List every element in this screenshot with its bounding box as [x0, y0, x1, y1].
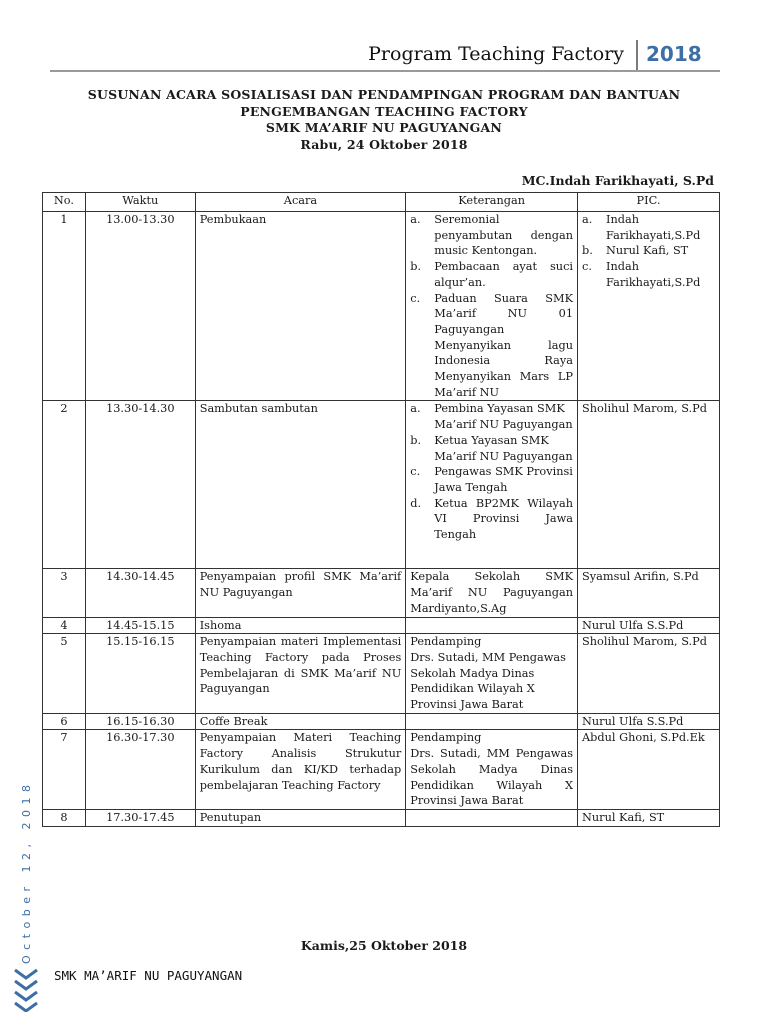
cell-no: 8: [43, 809, 86, 826]
list-item: [582, 212, 715, 243]
list-marker: c.: [410, 291, 421, 305]
list-item: [410, 433, 573, 464]
list-text: Ketua Yayasan SMK Ma’arif NU Paguyangan: [434, 433, 573, 463]
cell-no: 6: [43, 713, 86, 730]
title-line-2: PENGEMBANGAN TEACHING FACTORY: [240, 103, 528, 119]
list-item: [582, 259, 715, 290]
title-date: Rabu, 24 Oktober 2018: [300, 136, 468, 152]
table-row: [43, 809, 720, 826]
cell-pic: Nurul Ulfa S.S.Pd: [578, 713, 720, 730]
header-no: No.: [43, 193, 86, 212]
pendamping-label: Pendamping: [410, 635, 482, 649]
cell-keterangan: [406, 809, 578, 826]
header-divider: [636, 40, 638, 70]
list-item: [410, 401, 573, 432]
cell-waktu: 13.00-13.30: [85, 212, 195, 401]
cell-waktu: 13.30-14.30: [85, 401, 195, 569]
pic-list: [582, 212, 715, 291]
table-header-row: [43, 193, 720, 212]
list-marker: a.: [582, 213, 593, 226]
list-marker: a.: [410, 402, 421, 416]
cell-waktu: 16.15-16.30: [85, 713, 195, 730]
cell-acara: Pembukaan: [195, 212, 406, 401]
keterangan-list: [410, 212, 573, 400]
list-marker: b.: [582, 244, 593, 258]
cell-acara: Penutupan: [195, 809, 406, 826]
list-text: Nurul Kafi, ST: [606, 244, 689, 258]
cell-acara: Penyampaian profil SMK Ma’arif NU Paguyangan: [195, 569, 406, 617]
cell-keterangan: [406, 401, 578, 569]
table-row: [43, 617, 720, 634]
list-text: Pembacaan ayat suci alqur’an.: [434, 260, 574, 289]
pendamping-text: Drs. Sutadi, MM Pengawas Sekolah Madya Dinas Pendidikan Wilayah X Provinsi Jawa Barat: [410, 747, 574, 808]
table-row: [43, 634, 720, 714]
list-text: Pengawas SMK Provinsi Jawa Tengah: [434, 465, 573, 494]
table-row: [43, 730, 720, 810]
list-item: [410, 291, 573, 401]
header-title: Program Teaching Factory: [368, 43, 624, 65]
page-header: [50, 40, 720, 72]
pendamping-text: Drs. Sutadi, MM Pengawas Sekolah Madya Dinas Pendidikan Wilayah X Provinsi Jawa Barat: [410, 650, 566, 712]
list-marker: b.: [410, 433, 422, 447]
cell-pic: Nurul Ulfa S.S.Pd: [578, 617, 720, 634]
list-item: [410, 464, 573, 495]
schedule-table: [42, 192, 720, 827]
cell-pic: Sholihul Marom, S.Pd: [578, 634, 720, 714]
list-text: Pembina Yayasan SMK Ma’arif NU Paguyangan: [434, 402, 573, 432]
cell-acara: Coffe Break: [195, 713, 406, 730]
table-row: [43, 401, 720, 569]
list-text: Paduan Suara SMK Ma’arif NU 01 Paguyangan Menyanyikan lagu Indonesia Raya Menyanyikan Mars LP Ma’arif NU: [434, 291, 574, 399]
list-item: [410, 496, 573, 543]
cell-no: 3: [43, 569, 86, 617]
list-text: Seremonial penyambutan dengan music Kentongan.: [434, 213, 574, 258]
side-date: October 12, 2018: [20, 779, 33, 964]
cell-waktu: 14.30-14.45: [85, 569, 195, 617]
cell-pic: Nurul Kafi, ST: [578, 809, 720, 826]
cell-pic: Sholihul Marom, S.Pd: [578, 401, 720, 569]
cell-acara: Sambutan sambutan: [195, 401, 406, 569]
header-year: 2018: [646, 42, 702, 66]
pendamping-label: Pendamping: [410, 731, 482, 745]
document-titles: [0, 87, 768, 153]
header-keterangan: Keterangan: [406, 193, 578, 212]
cell-waktu: 14.45-15.15: [85, 617, 195, 634]
cell-keterangan: [406, 634, 578, 714]
list-marker: b.: [410, 260, 422, 274]
cell-pic: Abdul Ghoni, S.Pd.Ek: [578, 730, 720, 810]
footer-school-name: SMK MA’ARIF NU PAGUYANGAN: [54, 968, 243, 983]
header-acara: Acara: [195, 193, 406, 212]
cell-no: 1: [43, 212, 86, 401]
list-item: [410, 212, 573, 259]
cell-no: 5: [43, 634, 86, 714]
title-line-3: SMK MA’ARIF NU PAGUYANGAN: [265, 120, 503, 135]
cell-keterangan: [406, 713, 578, 730]
list-marker: a.: [410, 213, 421, 226]
cell-acara: Penyampaian materi Implementasi Teaching Factory pada Proses Pembelajaran di SMK Ma’arif NU Paguyangan: [195, 634, 406, 714]
cell-waktu: 17.30-17.45: [85, 809, 195, 826]
cell-keterangan: [406, 730, 578, 810]
header-pic: PIC.: [578, 193, 720, 212]
cell-pic: [578, 212, 720, 401]
list-text: Indah Farikhayati,S.Pd: [606, 213, 701, 242]
table-row: [43, 212, 720, 401]
cell-acara: Ishoma: [195, 617, 406, 634]
cell-pic: Syamsul Arifin, S.Pd: [578, 569, 720, 617]
cell-keterangan: Kepala Sekolah SMK Ma’arif NU Paguyangan Mardiyanto,S.Ag: [406, 569, 578, 617]
chevron-down-icon: [12, 966, 42, 1012]
cell-no: 4: [43, 617, 86, 634]
cell-no: 2: [43, 401, 86, 569]
cell-acara: Penyampaian Materi Teaching Factory Analisis Strukutur Kurikulum dan KI/KD terhadap pembelajaran Teaching Factory: [195, 730, 406, 810]
cell-waktu: 16.30-17.30: [85, 730, 195, 810]
table-row: [43, 569, 720, 617]
list-item: [410, 259, 573, 290]
title-line-1: SUSUNAN ACARA SOSIALISASI DAN PENDAMPINGAN PROGRAM DAN BANTUAN: [87, 87, 681, 102]
list-marker: c.: [410, 465, 421, 479]
cell-keterangan: [406, 617, 578, 634]
list-marker: d.: [410, 496, 422, 510]
closing-date: Kamis,25 Oktober 2018: [300, 938, 468, 953]
list-text: Ketua BP2MK Wilayah VI Provinsi Jawa Tengah: [434, 496, 574, 542]
list-text: Indah Farikhayati,S.Pd: [606, 260, 701, 289]
cell-waktu: 15.15-16.15: [85, 634, 195, 714]
table-row: [43, 713, 720, 730]
list-item: [582, 243, 715, 259]
cell-no: 7: [43, 730, 86, 810]
keterangan-list: [410, 401, 573, 542]
cell-keterangan: [406, 212, 578, 401]
list-marker: c.: [582, 260, 592, 274]
mc-name: MC.Indah Farikhayati, S.Pd: [521, 173, 714, 188]
header-waktu: Waktu: [85, 193, 195, 212]
